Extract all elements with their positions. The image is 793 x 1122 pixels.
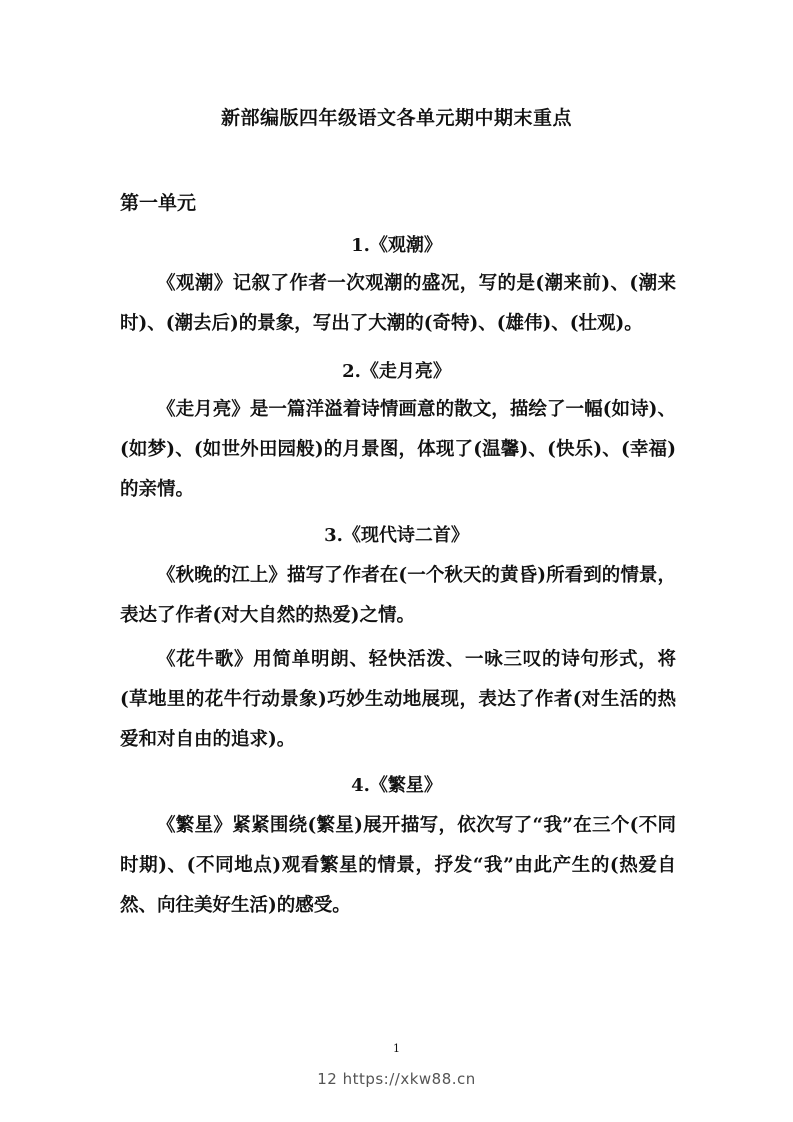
lesson-3-paragraph-1: 《秋晚的江上》描写了作者在(一个秋天的黄昏)所看到的情景，表达了作者(对大自然的热爱)之情。 — [120, 565, 676, 626]
lesson-title-3: 3.《现代诗二首》 — [324, 525, 469, 546]
document-title: 新部编版四年级语文各单元期中期末重点 — [220, 107, 572, 129]
page-number: 1 — [393, 1042, 400, 1055]
lesson-2-paragraph-1: 《走月亮》是一篇洋溢着诗情画意的散文，描绘了一幅(如诗)、(如梦)、(如世外田园般)的月景图，体现了(温馨)、(快乐)、(幸福)的亲情。 — [120, 399, 676, 500]
footer-watermark-link[interactable]: 12 https://xkw88.cn — [317, 1070, 476, 1088]
lesson-1-paragraph-1: 《观潮》记叙了作者一次观潮的盛况，写的是(潮来前)、(潮来时)、(潮去后)的景象，写出了大潮的(奇特)、(雄伟)、(壮观)。 — [120, 273, 676, 334]
unit-heading: 第一单元 — [120, 192, 197, 214]
lesson-3-paragraph-2: 《花牛歌》用简单明朗、轻快活泼、一咏三叹的诗句形式，将(草地里的花牛行动景象)巧妙生动地展现，表达了作者(对生活的热爱和对自由的追求)。 — [120, 649, 676, 750]
lesson-title-2: 2.《走月亮》 — [342, 361, 451, 382]
lesson-title-1: 1.《观潮》 — [351, 235, 442, 256]
lesson-4-paragraph-1: 《繁星》紧紧围绕(繁星)展开描写，依次写了“我”在三个(不同时期)、(不同地点)观看繁星的情景，抒发“我”由此产生的(热爱自然、向往美好生活)的感受。 — [120, 815, 676, 916]
lesson-title-4: 4.《繁星》 — [351, 775, 442, 796]
